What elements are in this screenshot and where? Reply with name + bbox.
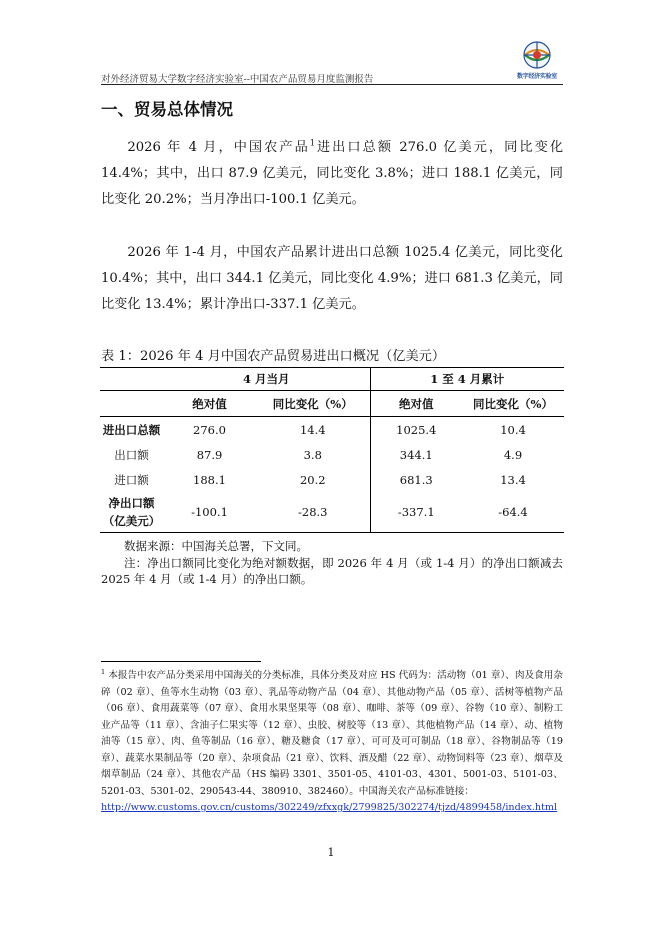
table-caption: 表 1：2026 年 4 月中国农产品贸易进出口概况（亿美元） <box>101 349 446 364</box>
customs-standard-link[interactable]: http://www.customs.gov.cn/customs/302249/zfxxgk/2799825/302274/tjzd/4899458/index.html <box>101 802 558 813</box>
table-cell: 3.8 <box>256 442 370 467</box>
table-row <box>100 467 564 492</box>
row-label <box>100 492 163 533</box>
row-label-unit: （亿美元） <box>102 514 161 528</box>
lab-logo <box>511 40 563 82</box>
table-row <box>100 442 564 467</box>
logo-text: 数字经济实验室 <box>517 73 557 80</box>
table-corner-cell <box>100 391 163 417</box>
header-divider <box>101 84 563 85</box>
data-source-note: 数据来源：中国海关总署，下文同。 <box>124 539 308 553</box>
footnote-text: 本报告中农产品分类采用中国海关的分类标准，具体分类及对应 HS 代码为：活动物（01 章）、肉及食用杂碎（02 章）、鱼等水生动物（03 章）、乳品等动物产品（04 章）、其他动物产品（05 章）、活树等植物产品（06 章）、食用蔬菜等（07 章）、食用水果坚果等（08 章）、咖啡、茶等（09 章）、谷物（10 章）、制粉工业产品等（11 章）、含油子仁果实等（12 章）、虫胶、树胶等（13 章）、其他植物产品（14 章）、动、植物油等（15 章）、肉、鱼等制品（16 章）、糖及糖食（17 章）、可可及可可制品（18 章）、谷物制品等（19 章）、蔬菜水果制品等（20 章）、杂项食品（21 章）、饮料、酒及醋（22 章）、动物饲料等（23 章）、烟草及烟草制品（24 章）、其他农产品（HS 编码 3301、3501-05、4101-03、4301、5001-03、5101-03、5201-03、5301-02、290543-44、380910、382460）。中国海关农产品标准链接： <box>101 670 563 797</box>
table-row <box>100 417 564 443</box>
column-header: 绝对值 <box>163 391 256 417</box>
table-header-row <box>100 368 564 391</box>
paragraph-text: 进出口总额 276.0 亿美元，同比变化 14.4%；其中，出口 87.9 亿美元，同比变化 3.8%；进口 188.1 亿美元，同比变化 20.2%；当月净出口-100.1 亿美元。 <box>101 140 564 207</box>
row-label: 进口额 <box>114 472 149 487</box>
trade-summary-table <box>100 367 564 533</box>
table-corner-cell <box>100 368 163 391</box>
paragraph-cumulative: 2026 年 1-4 月，中国农产品累计进出口总额 1025.4 亿美元，同比变化 10.4%；其中，出口 344.1 亿美元，同比变化 4.9%；进口 681.3 亿美元，同比变化 13.4%；累计净出口-337.1 亿美元。 <box>101 245 563 312</box>
paragraph-text: 2026 年 4 月，中国农产品 <box>127 140 310 155</box>
section-title: 一、贸易总体情况 <box>101 100 233 119</box>
table-cell: -100.1 <box>163 492 256 533</box>
footnote-marker: 1 <box>101 667 106 676</box>
group-header-month: 4 月当月 <box>163 368 370 391</box>
globe-logo-icon <box>511 40 563 72</box>
table-cell: 1025.4 <box>396 422 437 437</box>
table-cell: -337.1 <box>370 492 462 533</box>
column-header: 同比变化（%） <box>256 391 370 417</box>
column-header: 绝对值 <box>370 391 462 417</box>
table-cell: 188.1 <box>193 472 226 487</box>
row-label: 出口额 <box>114 447 149 462</box>
table-cell: 14.4 <box>256 417 370 443</box>
group-header-cumulative: 1 至 4 月累计 <box>370 368 564 391</box>
table-cell: 276.0 <box>193 422 226 437</box>
table-row <box>100 492 564 533</box>
table-cell: 20.2 <box>256 467 370 492</box>
table-cell: 344.1 <box>399 447 433 462</box>
table-cell: 681.3 <box>399 472 433 487</box>
table-cell: 4.9 <box>503 447 523 462</box>
footnote <box>101 668 563 817</box>
paragraph-monthly <box>101 135 563 213</box>
table-cell: 87.9 <box>196 447 223 462</box>
footnote-divider <box>101 661 261 662</box>
column-header: 同比变化（%） <box>462 391 564 417</box>
running-header: 对外经济贸易大学数字经济实验室--中国农产品贸易月度监测报告 <box>101 74 374 85</box>
row-label: 进出口总额 <box>102 422 161 437</box>
table-cell: -64.4 <box>462 492 564 533</box>
table-note: 注：净出口额同比变化为绝对额数据，即 2026 年 4 月（或 1-4 月）的净出口额减去 2025 年 4 月（或 1-4 月）的净出口额。 <box>101 556 563 586</box>
page-number: 1 <box>327 846 335 859</box>
footnote-ref[interactable]: 1 <box>309 138 315 148</box>
row-label-line: 净出口额 <box>108 496 155 510</box>
table-cell: 13.4 <box>500 472 526 487</box>
table-cell: 10.4 <box>500 422 526 437</box>
table-subheader-row <box>100 391 564 417</box>
table-cell: -28.3 <box>256 492 370 533</box>
